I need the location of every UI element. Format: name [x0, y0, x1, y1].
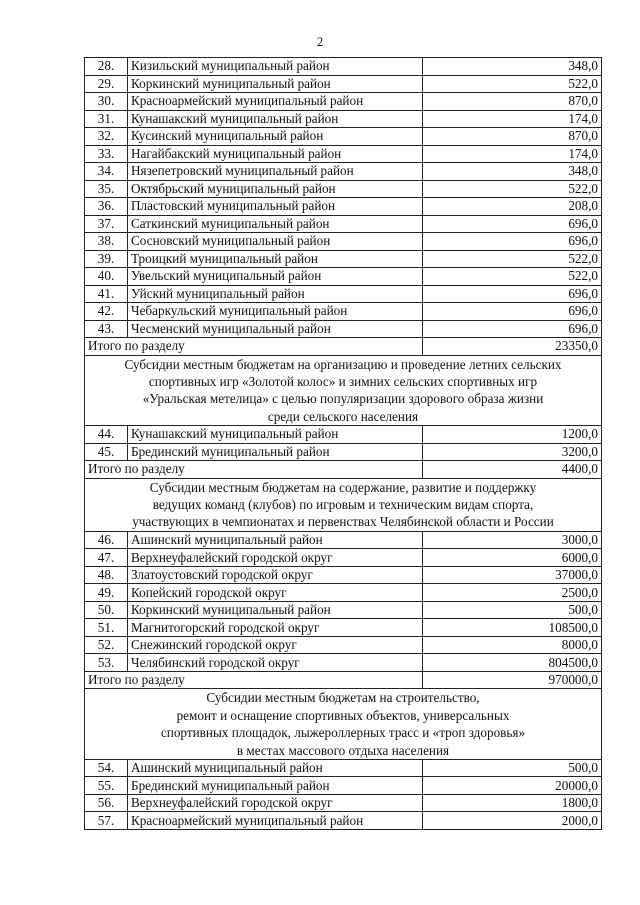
row-number: 55.: [85, 777, 128, 795]
row-number: 33.: [85, 145, 128, 163]
municipality-name: Коркинский муниципальный район: [128, 75, 423, 93]
row-number: 39.: [85, 250, 128, 268]
section-total-amount: 4400,0: [423, 461, 602, 479]
row-number: 38.: [85, 233, 128, 251]
section-total-label: Итого по разделу: [85, 671, 423, 689]
municipality-name: Кизильский муниципальный район: [128, 58, 423, 76]
row-number: 45.: [85, 443, 128, 461]
subsidy-amount: 174,0: [423, 110, 602, 128]
table-row: [85, 759, 602, 777]
row-number: 51.: [85, 619, 128, 637]
subsidy-amount: 522,0: [423, 250, 602, 268]
row-number: 50.: [85, 601, 128, 619]
section-heading-line: ремонт и оснащение спортивных объектов, универсальных: [176, 707, 510, 723]
subsidy-amount: 500,0: [423, 601, 602, 619]
section-total-amount: 970000,0: [423, 671, 602, 689]
subsidy-amount: 696,0: [423, 303, 602, 321]
row-number: 37.: [85, 215, 128, 233]
municipality-name: Увельский муниципальный район: [128, 268, 423, 286]
section-heading-line: участвующих в чемпионатах и первенствах Челябинской области и России: [132, 514, 554, 530]
municipality-name: Чебаркульский муниципальный район: [128, 303, 423, 321]
subsidy-amount: 20000,0: [423, 777, 602, 795]
row-number: 42.: [85, 303, 128, 321]
table-row: [85, 531, 602, 549]
table-row: [85, 233, 602, 251]
municipality-name: Красноармейский муниципальный район: [128, 812, 423, 830]
section-heading: [85, 689, 602, 760]
subsidy-amount: 6000,0: [423, 549, 602, 567]
municipality-name: Верхнеуфалейский городской округ: [128, 549, 423, 567]
row-number: 54.: [85, 759, 128, 777]
row-number: 34.: [85, 163, 128, 181]
subsidy-amount: 1200,0: [423, 426, 602, 444]
row-number: 49.: [85, 584, 128, 602]
table-row: [85, 93, 602, 111]
municipality-name: Златоустовский городской округ: [128, 566, 423, 584]
subsidy-amount: 208,0: [423, 198, 602, 216]
row-number: 47.: [85, 549, 128, 567]
table-row: [85, 812, 602, 830]
subsidy-amount: 522,0: [423, 268, 602, 286]
row-number: 56.: [85, 794, 128, 812]
municipality-name: Ашинский муниципальный район: [128, 531, 423, 549]
table-row: [85, 794, 602, 812]
subsidy-amount: 2500,0: [423, 584, 602, 602]
row-number: 46.: [85, 531, 128, 549]
row-number: 53.: [85, 654, 128, 672]
row-number: 29.: [85, 75, 128, 93]
subsidy-amount: 348,0: [423, 163, 602, 181]
municipality-name: Чесменский муниципальный район: [128, 320, 423, 338]
section-heading-line: ведущих команд (клубов) по игровым и техническим видам спорта,: [152, 497, 534, 513]
row-number: 48.: [85, 566, 128, 584]
row-number: 43.: [85, 320, 128, 338]
row-number: 32.: [85, 128, 128, 146]
subsidy-amount: 3000,0: [423, 531, 602, 549]
section-heading-line: Субсидии местным бюджетам на строительство,: [206, 690, 480, 706]
subsidy-amount: 108500,0: [423, 619, 602, 637]
municipality-name: Снежинский городской округ: [128, 636, 423, 654]
section-heading-line: Субсидии местным бюджетам на содержание, развитие и поддержку: [149, 479, 537, 495]
municipality-name: Октябрьский муниципальный район: [128, 180, 423, 198]
table-row: [85, 180, 602, 198]
row-number: 41.: [85, 285, 128, 303]
row-number: 57.: [85, 812, 128, 830]
municipality-name: Брединский муниципальный район: [128, 443, 423, 461]
section-total-amount: 23350,0: [423, 338, 602, 356]
table-row: [85, 128, 602, 146]
subsidy-amount: 37000,0: [423, 566, 602, 584]
section-heading: [85, 478, 602, 531]
section-total-label: Итого по разделу: [85, 338, 423, 356]
municipality-name: Кунашакский муниципальный район: [128, 426, 423, 444]
subsidy-amount: 870,0: [423, 93, 602, 111]
table-row: [85, 566, 602, 584]
row-number: 31.: [85, 110, 128, 128]
section-total-row: [85, 461, 602, 479]
section-header-row: [85, 478, 602, 531]
subsidy-amount: 696,0: [423, 233, 602, 251]
table-row: [85, 654, 602, 672]
table-row: [85, 110, 602, 128]
subsidy-table-body: [85, 58, 602, 830]
section-total-label: Итого по разделу: [85, 461, 423, 479]
row-number: 35.: [85, 180, 128, 198]
section-heading-line: «Уральская метелица» с целью популяризации здорового образа жизни: [142, 391, 544, 407]
section-heading-line: в местах массового отдыха населения: [236, 742, 450, 758]
subsidy-amount: 804500,0: [423, 654, 602, 672]
table-row: [85, 584, 602, 602]
section-heading-line: спортивных игр «Золотой колос» и зимних сельских спортивных игр: [148, 373, 538, 389]
section-heading-line: Субсидии местным бюджетам на организацию и проведение летних сельских: [124, 356, 562, 372]
municipality-name: Нязепетровский муниципальный район: [128, 163, 423, 181]
table-row: [85, 619, 602, 637]
municipality-name: Кунашакский муниципальный район: [128, 110, 423, 128]
municipality-name: Кусинский муниципальный район: [128, 128, 423, 146]
table-row: [85, 163, 602, 181]
subsidy-amount: 348,0: [423, 58, 602, 76]
section-header-row: [85, 689, 602, 760]
subsidy-table: [84, 57, 602, 830]
table-row: [85, 426, 602, 444]
table-row: [85, 198, 602, 216]
table-row: [85, 777, 602, 795]
municipality-name: Красноармейский муниципальный район: [128, 93, 423, 111]
municipality-name: Копейский городской округ: [128, 584, 423, 602]
row-number: 36.: [85, 198, 128, 216]
table-row: [85, 268, 602, 286]
table-row: [85, 285, 602, 303]
subsidy-amount: 8000,0: [423, 636, 602, 654]
subsidy-amount: 2000,0: [423, 812, 602, 830]
municipality-name: Верхнеуфалейский городской округ: [128, 794, 423, 812]
subsidy-amount: 174,0: [423, 145, 602, 163]
table-row: [85, 215, 602, 233]
subsidy-amount: 522,0: [423, 75, 602, 93]
subsidy-amount: 696,0: [423, 215, 602, 233]
municipality-name: Сосновский муниципальный район: [128, 233, 423, 251]
subsidy-amount: 500,0: [423, 759, 602, 777]
municipality-name: Троицкий муниципальный район: [128, 250, 423, 268]
row-number: 44.: [85, 426, 128, 444]
section-heading-line: спортивных площадок, лыжероллерных трасс и «троп здоровья»: [160, 725, 526, 741]
table-row: [85, 443, 602, 461]
row-number: 52.: [85, 636, 128, 654]
subsidy-amount: 870,0: [423, 128, 602, 146]
table-row: [85, 320, 602, 338]
municipality-name: Коркинский муниципальный район: [128, 601, 423, 619]
section-total-row: [85, 338, 602, 356]
municipality-name: Челябинский городской округ: [128, 654, 423, 672]
municipality-name: Саткинский муниципальный район: [128, 215, 423, 233]
table-row: [85, 75, 602, 93]
table-row: [85, 303, 602, 321]
table-row: [85, 636, 602, 654]
municipality-name: Пластовский муниципальный район: [128, 198, 423, 216]
subsidy-amount: 1800,0: [423, 794, 602, 812]
subsidy-amount: 522,0: [423, 180, 602, 198]
table-row: [85, 58, 602, 76]
subsidy-amount: 696,0: [423, 320, 602, 338]
table-row: [85, 601, 602, 619]
municipality-name: Магнитогорский городской округ: [128, 619, 423, 637]
page-number: 2: [316, 34, 324, 49]
section-heading: [85, 355, 602, 426]
table-row: [85, 549, 602, 567]
table-row: [85, 145, 602, 163]
municipality-name: Нагайбакский муниципальный район: [128, 145, 423, 163]
subsidy-amount: 3200,0: [423, 443, 602, 461]
section-total-row: [85, 671, 602, 689]
municipality-name: Уйский муниципальный район: [128, 285, 423, 303]
municipality-name: Брединский муниципальный район: [128, 777, 423, 795]
subsidy-amount: 696,0: [423, 285, 602, 303]
row-number: 28.: [85, 58, 128, 76]
row-number: 40.: [85, 268, 128, 286]
section-heading-line: среди сельского населения: [267, 408, 419, 424]
municipality-name: Ашинский муниципальный район: [128, 759, 423, 777]
section-header-row: [85, 355, 602, 426]
table-row: [85, 250, 602, 268]
row-number: 30.: [85, 93, 128, 111]
